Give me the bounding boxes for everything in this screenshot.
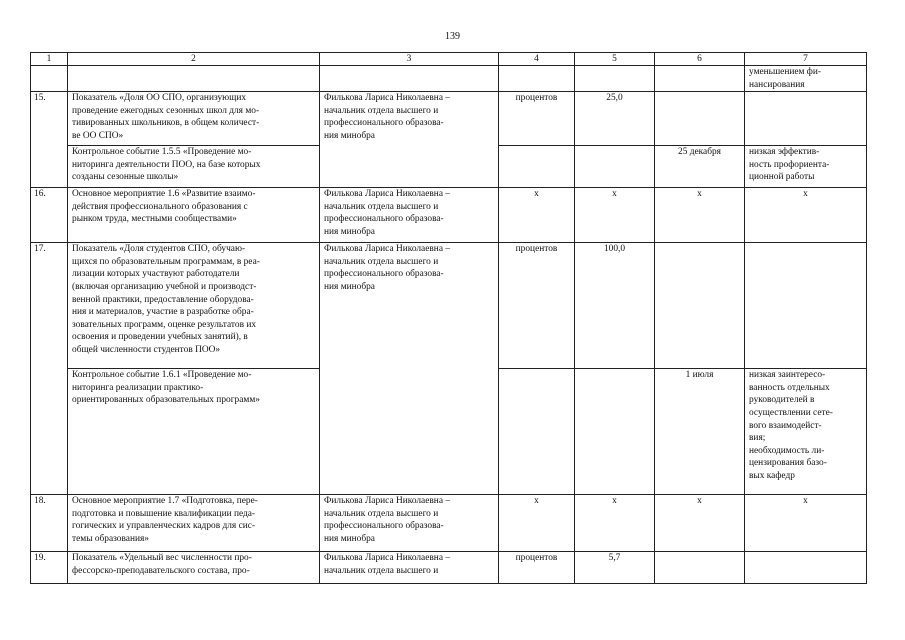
col-header-1: 1 — [31, 53, 68, 66]
col-header-4: 4 — [499, 53, 575, 66]
cell-unit: процентов — [499, 243, 575, 369]
row-number: 17. — [31, 243, 68, 495]
cell-event-risk: низкая эффектив- ность профориента- ционной работы — [745, 146, 867, 188]
cell-responsible: Филькова Лариса Николаевна – начальник отдела высшего и профессионального образова- ния минобра — [320, 92, 499, 188]
cell-value: 25,0 — [575, 92, 655, 146]
cell-responsible: Филькова Лариса Николаевна – начальник отдела высшего и профессионального образова- ния минобра — [320, 243, 499, 495]
cell-event-date: 1 июля — [655, 369, 745, 495]
row-number: 15. — [31, 92, 68, 188]
cell-activity: Основное мероприятие 1.7 «Подготовка, пере- подготовка и повышение квалификации педа- гогических и управленческих кадров для сис- темы образования» — [68, 495, 320, 552]
col-header-3: 3 — [320, 53, 499, 66]
table-row — [31, 243, 867, 369]
cell-responsible: Филькова Лариса Николаевна – начальник отдела высшего и профессионального образова- ния минобра — [320, 495, 499, 552]
cell-x: х — [655, 188, 745, 243]
cell-unit: процентов — [499, 92, 575, 146]
cell-indicator: Показатель «Удельный вес численности про- фессорско-преподавательского состава, про- — [68, 552, 320, 584]
cell-indicator: Показатель «Доля студентов СПО, обучаю- щихся по образовательным программам, в реа- лизации которых участвуют работодатели (включая организацию учебной и производст- венной практики, предоставление оборудова- ния и материалов, участие в разработке обра- зовательных программ, оценке результатов их освоения и проведении учебных занятий), в общей численности студентов ПОО» — [68, 243, 320, 369]
cell-control-event: Контрольное событие 1.6.1 «Проведение мо- ниторинга реализации практико- ориентированных образовательных программ» — [68, 369, 320, 495]
cell-value: 5,7 — [575, 552, 655, 584]
row-number: 19. — [31, 552, 68, 584]
cell-activity: Основное мероприятие 1.6 «Развитие взаимо- действия профессионального образования с рынком труда, местными сообществами» — [68, 188, 320, 243]
table-row — [31, 495, 867, 552]
col-header-5: 5 — [575, 53, 655, 66]
table-row — [31, 92, 867, 146]
cell-x: х — [575, 495, 655, 552]
cell-x: х — [655, 495, 745, 552]
col-header-7: 7 — [745, 53, 867, 66]
table-row — [31, 188, 867, 243]
table-row — [31, 66, 867, 92]
cell-x: х — [745, 495, 867, 552]
cell-x: х — [499, 495, 575, 552]
cell-responsible: Филькова Лариса Николаевна – начальник отдела высшего и — [320, 552, 499, 584]
cell-indicator: Показатель «Доля ОО СПО, организующих проведение ежегодных сезонных школ для мо- тивированных школьников, в общем количест- ве ОО СПО» — [68, 92, 320, 146]
cell-x: х — [575, 188, 655, 243]
table-row — [31, 552, 867, 584]
row-number: 18. — [31, 495, 68, 552]
cell-x: х — [745, 188, 867, 243]
cell-event-date: 25 декабря — [655, 146, 745, 188]
col-header-6: 6 — [655, 53, 745, 66]
header-row — [31, 53, 867, 66]
cell-unit: процентов — [499, 552, 575, 584]
col-header-2: 2 — [68, 53, 320, 66]
cell-control-event: Контрольное событие 1.5.5 «Проведение мо- ниторинга деятельности ПОО, на базе которых созданы сезонные школы» — [68, 146, 320, 188]
page-number: 139 — [445, 31, 460, 42]
row-number: 16. — [31, 188, 68, 243]
program-table — [30, 52, 867, 584]
cell-x: х — [499, 188, 575, 243]
cell-event-risk: низкая заинтересо- ванность отдельных руководителей в осуществлении сете- вого взаимодейст- вия; необходимость ли- цензирования базо- вых кафедр — [745, 369, 867, 495]
cell-responsible: Филькова Лариса Николаевна – начальник отдела высшего и профессионального образова- ния минобра — [320, 188, 499, 243]
cell-risk: уменьшением фи- нансирования — [745, 66, 867, 92]
cell-value: 100,0 — [575, 243, 655, 369]
